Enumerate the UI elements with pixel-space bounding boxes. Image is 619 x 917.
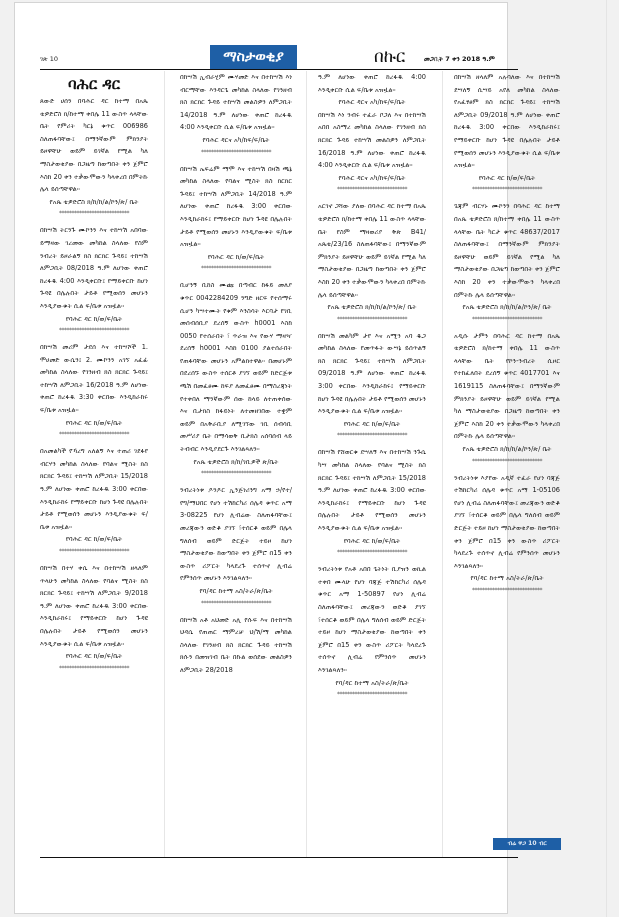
legal-notice bbox=[318, 330, 426, 443]
notice-text: ንብረትነቱ የአቶ አበበ ጌትነት ቢያዝን ወኪል ተቀበ ሙላሁ የሆነ ባጃጅ ተሽከርካሪ ሰሌዳ ቁጥር አማ 1-50897 የሆነ ሊብሬ ስለጠፋባቸው፤ መረጃውን ወድቆ ያገኘ ፣ተሰርቆ ወይም በሌላ ግለሰብ ወይም ድርጅት ተይዞ ከሆነ ማስታወቂያው ከወጣበት ቀን ጀምሮ በ15 ቀን ውስጥ ሪፖርት ካላደረጉ ተሰጥኖ ሊብሬ የምንሰጥ መሆኑን እንገልጻለን፡፡ bbox=[318, 565, 426, 674]
column-2 bbox=[180, 71, 292, 857]
section-masthead: ማስታወቂያ bbox=[210, 45, 297, 69]
notice-text: ንብረትነቱ እያየው አዲኛ ተፈራ የሆነ ባጃጅ ተሽከርካሪ ሰሌዳ ቁጥር አማ 1-05106 የሆነ ሊብሬ ስለጠፋባቸው፤ መረጃውን ወድቆ ያገኘ ፣ተሰርቆ ወይም በሌላ ግለሰብ ወይም ድርጅት ተይዞ ከሆነ ማስታወቂያው ከወጣበት ቀን ጀምሮ በ15 ቀን ውስጥ ሪፖርት ካላደረጉ ተሰጥኖ ሊብሬ የምንሰጥ መሆኑን እንገልጻለን፡፡ bbox=[454, 473, 560, 570]
notice-text: አርገኖ ጋሻው ያለው በባሕር ዳር ከተማ በአጼ ቴዎድሮስ ክ/ከተማ ቀበሌ 11 ውስጥ ላላቸው ቤት የስም ማዛወሪያ ቅጽ B41/አጼቴ/23/16 ስለጠፋባቸው፤ በማንኛውም ምክንያት ይዞዋቸሁ ወይም ይገኛል የሚል ካለ ማስታወቂያው በጋዜጣ ከወጣበት ቀን ጀምሮ እስከ 20 ቀን ተቃውሞውን ካላቀረበ በምትኩ ሌላ ይሰጣቸዋል፡፡ bbox=[318, 202, 426, 299]
notice-signature: የባሕር ዳርና አካ/ከፍ/ፍ/ቤት bbox=[202, 135, 270, 144]
notice-signature: የባ/ዳር ከተማ አስ/ትራ/ጽ/ቤት bbox=[335, 678, 409, 687]
notice-text: በከሣሽ ኤፍሬም ማሞ እና ተከሣሽ በዛሽ ጫኔ መካከል ስላለው የባልና ሚስት ክስ ክርክር ጉዳይ፤ ተከሣሽ ለምጋቢት 14/2018 ዓ.ም ለሆነው ቀጠሮ ከረፋዱ 3:00 ቀርበው እንዲከራከሩ፤ የማይቀርቡ ከሆነ ጉዳዩ በሌሉበት ታይቶ የሚወሰን መሆኑን እንዲያውቁት ፍ/ቤቱ አዝዟል፡፡ bbox=[180, 164, 292, 249]
notice-signature: የአጼ ቴዎድሮስ ክ/ከ/ከ/ል/ኮን/ጽ/ ቤት bbox=[462, 445, 552, 454]
notice-separator: **************************** bbox=[472, 186, 542, 194]
header-divider bbox=[40, 69, 518, 70]
legal-notice bbox=[454, 472, 560, 597]
notice-text: በከሣሽ መሪም ታደሰ እና ተከሣሾች 1. ሞሀመድ ውሴን፤ 2. ሙኮንን አገኘ አፈፊ መካከል ስላለው የገንዘብ ክስ ክርክር ጉዳይ፤ ተከሣሽ ለምጋቢት 16/2018 ዓ.ም ለሆነው ቀጠሮ ከረፋዱ 3:30 ቀርበው እንዲከራከሩ ፍ/ቤቱ አዝዟል፡፡ bbox=[40, 343, 148, 415]
legal-notice bbox=[40, 95, 148, 220]
notice-separator: **************************** bbox=[472, 315, 542, 323]
column-4 bbox=[454, 71, 560, 857]
notice-signature: የባሕር ዳርና አካ/ከፍ/ፍ/ቤት bbox=[338, 173, 406, 182]
notice-text: በከሣሽ ኢብራሂም ሙሃመድ እና በተከሣሽ እነ ብርማቸው እንዳርጌ መካከል ስላለው የገንዘብ ክስ ክርክር ጉዳይ ተከሣሽ መልስዎን ለምጋቢት 14/2018 ዓ.ም ለሆነው ቀጠሮ ከረፋዱ 4:00 እንዲቀርቡ ሲል ፍ/ቤቱ አዝዟል፡፡ bbox=[180, 73, 292, 132]
legal-notice bbox=[318, 563, 426, 701]
legal-notice bbox=[454, 200, 560, 325]
footer-divider bbox=[40, 857, 518, 858]
column-3 bbox=[318, 71, 426, 857]
notice-separator: **************************** bbox=[201, 148, 271, 156]
notice-signature: የባ/ዳር ከተማ አስ/ትራ/ጽ/ቤት bbox=[470, 574, 544, 583]
legal-notice bbox=[454, 71, 560, 196]
notice-text: ንብረትነቱ ዶንዶር ኢንጅነሪንግ አማ ኃ/የተ/የግ/ማህበር የሆነ ተሽከርካሪ ሰሌዳ ቁጥር አማ 3-08225 የሆነ ሊብሬው ስለጠፋባቸው፤ መረጃውን ወድቆ ያገኘ ፣ተሰርቆ ወይም በሌላ ግለሰብ ወይም ድርጅት ተይዞ ከሆነ ማስታወቂያው ከወጣበት ቀን ጀምሮ በ15 ቀን ውስጥ ሪፖርት ካላደረጉ ተሰጥኖ ሊብሬ የምንሰጥ መሆኑን እንገልጻለን፡፡ bbox=[180, 486, 292, 583]
price-badge: ብሬ ዋጋ 10 ብር bbox=[493, 838, 561, 850]
section-title: ባሕር ዳር bbox=[67, 75, 121, 93]
notice-separator: **************************** bbox=[201, 265, 271, 273]
column-divider bbox=[442, 71, 443, 857]
notice-text: በከሣሽ ትርንጉ ሙኮንን እና ተከሣሽ አበባው ይማዛው ገረመው መካከል ስላለው የስም ንብረት ይዞራልኝ ክስ ክርክር ጉዳይ፤ ተከሣሽ ለምጋቢት 08/2018 ዓ.ም ለሆነው ቀጠሮ ከረፋዱ 4:00 እንዲቀርቡ፤ የማይቀርቡ ከሆነ ጉዳዩ በሌሉበት ታይቶ የሚወሰን መሆኑን እንዲያውቁት ሲል ፍ/ቤቱ አዝዟል፡፡ bbox=[40, 226, 148, 310]
notice-separator: **************************** bbox=[337, 691, 407, 699]
notice-text: ዓ.ም ለሆነው ቀጠሮ ከረፋዱ 4:00 እንዲቀርቡ ሲል ፍ/ቤቱ አዝዟል፡፡ bbox=[318, 73, 426, 94]
legal-notice bbox=[318, 109, 426, 197]
notice-separator: **************************** bbox=[59, 431, 129, 439]
column-divider bbox=[164, 71, 165, 857]
page-header bbox=[40, 45, 518, 69]
legal-notice bbox=[454, 330, 560, 468]
notice-signature: የባሕር ዳር ከ/ወ/ፍ/ቤት bbox=[65, 535, 123, 544]
notice-separator: **************************** bbox=[472, 457, 542, 465]
notice-signature: የባሕር ዳር ከ/ወ/ፍ/ቤት bbox=[343, 419, 401, 428]
notice-separator: **************************** bbox=[337, 315, 407, 323]
column-divider bbox=[306, 71, 307, 857]
notice-text: በከሣሽ በተሃ ቀሴ እና በተከሣሽ ዘላለም ጥላሁን መካከል ስላለው የባልና ሚስት ክስ ክርክር ጉዳይ፤ ተከሣሽ ለምጋቢት 9/2018 ዓ.ም ለሆነው ቀጠሮ ከረፋዱ 3:00 ቀርበው እንዲከራከሩ፤ የማይቀርቡ ከሆነ ጉዳዩ በሌሉበት ታይቶ የሚወሰን መሆኑን እንዲያውቁት ሲል ፍ/ቤቱ አዝዟል፡፡ bbox=[40, 564, 148, 648]
notice-separator: **************************** bbox=[59, 664, 129, 672]
notice-separator: **************************** bbox=[472, 586, 542, 594]
legal-notice bbox=[40, 445, 148, 558]
notice-signature: የአጼ ቴዎድሮስ ክ/ከ/ገቢዎች ጽ/ቤት bbox=[193, 457, 279, 466]
notice-signature: የባሕር ዳር ከ/ወ/ፍ/ቤት bbox=[65, 652, 123, 661]
legal-notice bbox=[40, 341, 148, 441]
notice-signature: የባሕር ዳር ከ/ወ/ፍ/ቤት bbox=[65, 314, 123, 323]
notice-signature: የአጼ ቴዎድሮስ ክ/ከ/ከ/ል/ኮን/ጽ/ ቤት bbox=[327, 303, 417, 312]
notice-text: ቢሆንኝ ቢከስ ሙጩ በጣብር ከፋይ መለያ ቁጥር 0042284209 ንግድ ዘርፍ የተሰማሩ ሲሆን ካሣተሙት የቁም እንስሳት እርባታ የገቢ መሰብሰቢያ ደረሰኝ ውስጥ h0001 እስከ 0050 የተሰራበት ፣ ጥራዝ እና የውሃ ማዛዣ ደረሰኝ h0001 እስከ 0100 ያልተሰራበት የጠፋባቸው መሆኑን አምልክተዋል፡፡ በመሆኑም በደረሰኙ ውስጥ ተሰርቶ ያገኘ ወይም ከድርጅቱ ጫሽ በመፈፀሙ ከፍያ ለመፈፀሙ በማስረጃነት የተቀበለ ማንኛውም ሰው ከላይ ለተጠቀሰው እና ቢታክስ ከፋይነት ለተመዘገበው ተቋም ወይም በአቅራቢያ ለሚገኘው ገቢ ሰብሳቢ መሥሪያ ቤት በማሳወቅ ቢታክስ አሰባሰብ ላይ ትብብር እንዲያደርጉ እንገልጻለን፡፡ bbox=[180, 281, 292, 454]
notice-text: በከሣሽ የሸወርቁ ደሣለኝ እና በተከሣሽ ንጉሴ ካሣ መካከል ስላለው የባልና ሚስት ክስ ክርክር ጉዳይ፤ ተከሣሽ ለምጋቢት 15/2018 ዓ.ም ለሆነው ቀጠሮ ከረፋዱ 3:00 ቀርበው እንዲከራከሩ፤ የማይቀርቡ ከሆነ ጉዳዩ በሌሉበት ታይቶ የሚወሰን መሆኑን እንዲያውቁት ሲል ፍ/ቤቱ አዝዟል፡፡ bbox=[318, 448, 426, 532]
legal-notice bbox=[180, 484, 292, 609]
notice-text: በከሣሽ መልካም ታየ እና አሚን አባ ዱጋ መካከል ስላለው የመጥፋት ውሣኔ ይሰጥልኝ ክስ ክርክር ጉዳይ፤ ተከሣሽ ለምጋቢት 09/2018 ዓ.ም ለሆነው ቀጠሮ ከረፋዱ 3:00 ቀርበው እንዲከራከሩ፤ የማይቀርቡ ከሆነ ጉዳዩ በሌሉበት ታይቶ የሚወሰን መሆኑን እንዲያውቁት ሲል ፍ/ቤቱ አዝዟል፡፡ bbox=[318, 331, 426, 416]
legal-notice bbox=[318, 200, 426, 325]
notice-separator: **************************** bbox=[337, 432, 407, 440]
notice-signature: የባሕር ዳርና አካ/ከፍ/ፍ/ቤት bbox=[338, 98, 406, 107]
page-number: ገጽ 10 bbox=[40, 55, 59, 63]
notice-signature: የባሕር ዳር ከ/ወ/ፍ/ቤት bbox=[207, 252, 265, 261]
notice-separator: **************************** bbox=[201, 470, 271, 478]
legal-notice bbox=[180, 71, 292, 159]
notice-text: ጸውድ ሀሰን በባሕር ዳር ከተማ በአጼ ቴዎድሮስ ክ/ከተማ ቀበሌ 11 ውስጥ ላላቸው ቤት የምሪት ካርኔ ቁጥር 006986 ስለጠፋባቸው፤ በማንኛውም ምክንያት ይዞዋቸሁ ወይም ይገኛል የሚል ካለ ማስታወቂያው በጋዜጣ ከወጣበት ቀን ጀምሮ እስከ 20 ቀን ተቃውሞውን ካላቀረበ በምትኩ ሌላ ይሰጣቸዋል፡፡ bbox=[40, 97, 148, 194]
notice-text: በከሣሽ እነ ንብሩ ተፈራ ቦጋለ እና በተከሣሽ አበበ አስማረ መካከል ስላለው የገንዘብ ክስ ክርክር ጉዳይ ተከሣሽ መልስዎን ለምጋቢት 16/2018 ዓ.ም ለሆነው ቀጠሮ ከረፋዱ 4:00 እንዲቀርቡ ሲል ፍ/ቤቱ አዝዟል፡፡ bbox=[318, 110, 426, 170]
legal-notice bbox=[180, 163, 292, 276]
notice-signature: የባሕር ዳር ከ/ወ/ፍ/ቤት bbox=[478, 173, 536, 182]
legal-notice bbox=[318, 446, 426, 559]
notice-separator: **************************** bbox=[201, 599, 271, 607]
notice-signature: የአጼ ቴዎድሮስ ክ/ከ/ከ/ል/ኮን/ጽ/ ቤት bbox=[49, 197, 139, 206]
newspaper-name: በኩር bbox=[374, 47, 406, 67]
column-1 bbox=[40, 71, 148, 857]
legal-notice bbox=[318, 71, 426, 109]
legal-notice bbox=[180, 279, 292, 480]
legal-notice bbox=[40, 224, 148, 337]
legal-notice bbox=[180, 614, 292, 677]
notice-text: አዲሱ ታምን በባሕር ዳር ከተማ በአጼ ቴዎድሮስ ክ/ከተማ ቀበሌ 11 ውስጥ ላላቸው ቤት የኮን-ንብረት ሲዞር የተከፈለበት ደረሰኝ ቁጥር 4017701 እና 1619115 ስለጠፋባቸው፤ በማንኛውም ምክንያት ይዞዋቸሁ ወይም ይገኛል የሚል ካለ ማስታወቂያው በጋዜጣ ከወጣበት ቀን ጀምሮ እስከ 20 ቀን ተቃውሞውን ካላቀረበ በምትኩ ሌላ ይሰጣቸዋል፡፡ bbox=[454, 331, 560, 441]
notice-text: በከሣሽ አቶ አህመድ አሊ የሱፍ እና በተከሣሽ ህዳሴ የጠጠር ማምረቻ ህ/ሽ/ማ መካከል ስላለው የገንዘብ ክስ ክርክር ጉዳይ ተከሣሽ ክሱን በመዝገብ ቤት በኩል ወሰደው መልስዎን ለምጋቢት 28/2018 bbox=[180, 615, 292, 674]
notice-separator: **************************** bbox=[59, 210, 129, 218]
legal-notice bbox=[40, 562, 148, 675]
notice-text: በከሣሽ ዘላለም አሉባለው እና በተከሣሽ ደሣለኝ ሲሣይ አየለ መካከል ስላለው የአፈፃፀም ክስ ክርክር ጉዳይ፤ ተከሣሽ ለምጋቢት 09/2018 ዓ.ም ለሆነው ቀጠሮ ከረፋዱ 3:00 ቀርበው እንዲከራከሩ፤ የማይቀርቡ ከሆነ ጉዳዩ በሌሉበት ታይቶ የሚወሰን መሆኑን እንዲያውቁት ሲል ፍ/ቤቱ አዝዟል፡፡ bbox=[454, 73, 560, 170]
notice-signature: የባሕር ዳር ከ/ወ/ፍ/ቤት bbox=[65, 418, 123, 427]
viewer-scrollbar[interactable] bbox=[606, 0, 619, 917]
notice-text: በአመልካች የኻረግ አለልኝ እና ተጠሪ ገደፋየ ብርሃን መካከል ስላለው የባልና ሚስት ክስ ክርክር ጉዳይ፤ ተከሣሽ ለምጋቢት 15/2018 ዓ.ም ለሆነው ቀጠሮ ከረፋዱ 3:00 ቀርበው እንዲከራከሩ የማይቀርቡ ከሆነ ጉዳዩ በሌሉበት ታይቶ የሚወሰን መሆኑን እንዲያውቁት ፍ/ቤቱ አዝዟል፡፡ bbox=[40, 447, 148, 531]
notice-signature: የባ/ዳር ከተማ አስ/ትራ/ጽ/ቤት bbox=[199, 586, 273, 595]
notice-separator: **************************** bbox=[59, 327, 129, 335]
notice-separator: **************************** bbox=[337, 549, 407, 557]
notice-separator: **************************** bbox=[59, 548, 129, 555]
notice-text: ጌጃም ብርሃኑ ሙኮንን በባሕር ዳር ከተማ በአጼ ቴዎድሮስ ክ/ከተማ ቀበሌ 11 ውስጥ ላላቸው ቤት ካርታ ቁጥር 48637/2017 ስለጠፋባቸው፤ በማንኛውም ምክንያት ይዞዋቸሁ ወይም ይገኛል የሚል ካለ ማስታወቂያው በጋዜጣ ከወጣበት ቀን ጀምሮ እስከ 20 ቀን ተቃውሞውን ካላቀረበ በምትኩ ሌላ ይሰጣቸዋል፡፡ bbox=[454, 202, 560, 299]
notice-signature: የአጼ ቴዎድሮስ ክ/ከ/ከ/ል/ኮን/ጽ/ ቤት bbox=[462, 303, 552, 312]
notice-signature: የባሕር ዳር ከ/ወ/ፍ/ቤት bbox=[343, 536, 401, 545]
issue-date: መጋቢት 7 ቀን 2018 ዓ.ም bbox=[424, 55, 495, 63]
notice-separator: **************************** bbox=[337, 186, 407, 194]
